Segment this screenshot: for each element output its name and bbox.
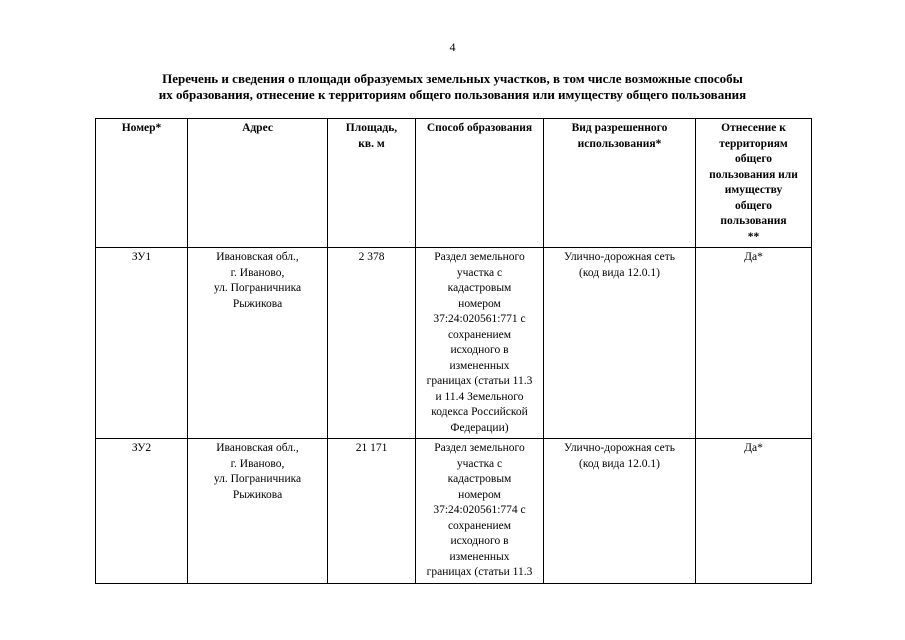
method-line: кадастровым bbox=[447, 282, 512, 294]
header-common-line: пользования или bbox=[709, 168, 798, 181]
header-area-line: Площадь, bbox=[345, 122, 398, 134]
cell-method bbox=[416, 248, 544, 439]
table-row bbox=[96, 439, 812, 584]
cell-use bbox=[544, 439, 696, 584]
method-line: 37:24:020561:771 с bbox=[433, 313, 526, 325]
header-use-line: использования* bbox=[577, 137, 662, 150]
address-line: г. Иваново, bbox=[230, 266, 285, 279]
method-line: измененных bbox=[449, 359, 510, 372]
header-method: Способ образования bbox=[416, 119, 544, 248]
method-line: и 11.4 Земельного bbox=[435, 390, 524, 403]
method-line: сохранением bbox=[447, 519, 512, 532]
header-number: Номер* bbox=[96, 119, 188, 248]
method-line: номером bbox=[458, 297, 501, 310]
method-line: Раздел земельного bbox=[434, 442, 525, 454]
header-area bbox=[328, 119, 416, 248]
method-line: участка с bbox=[456, 457, 503, 470]
address-line: Рыжикова bbox=[232, 488, 283, 501]
address-line: Рыжикова bbox=[232, 297, 283, 310]
address-line: ул. Пограничника bbox=[213, 473, 302, 485]
header-common-line: общего bbox=[735, 199, 772, 212]
use-line: Улично-дорожная сеть bbox=[563, 442, 676, 454]
cell-common-use: Да* bbox=[696, 248, 812, 439]
method-line: номером bbox=[458, 488, 501, 501]
header-common-line: общего bbox=[735, 153, 772, 165]
header-use-line: Вид разрешенного bbox=[571, 122, 668, 134]
address-line: ул. Пограничника bbox=[213, 282, 302, 294]
method-line: Федерации) bbox=[450, 421, 509, 434]
cell-number: ЗУ2 bbox=[96, 439, 188, 584]
method-line: 37:24:020561:774 с bbox=[433, 504, 526, 516]
method-line: исходного в bbox=[450, 344, 509, 356]
page-number: 4 bbox=[449, 40, 456, 54]
method-line: участка с bbox=[456, 266, 503, 279]
method-line: кадастровым bbox=[447, 473, 512, 485]
address-line: г. Иваново, bbox=[230, 457, 285, 470]
document-title bbox=[60, 71, 845, 103]
cell-method bbox=[416, 439, 544, 584]
header-use bbox=[544, 119, 696, 248]
cell-use bbox=[544, 248, 696, 439]
method-line: кодекса Российской bbox=[431, 406, 528, 418]
title-line-2: их образования, отнесение к территориям общего пользования или имуществу общего пользования bbox=[158, 87, 747, 102]
header-area-line: кв. м bbox=[358, 137, 385, 150]
cell-common-use: Да* bbox=[696, 439, 812, 584]
method-line: границах (статьи 11.3 bbox=[426, 566, 533, 578]
method-line: границах (статьи 11.3 bbox=[426, 375, 533, 387]
use-line: (код вида 12.0.1) bbox=[579, 457, 660, 470]
title-line-1: Перечень и сведения о площади образуемых земельных участков, в том числе возможные способы bbox=[162, 71, 743, 86]
method-line: измененных bbox=[449, 550, 510, 563]
use-line: Улично-дорожная сеть bbox=[563, 251, 676, 263]
header-common-line: ** bbox=[747, 230, 760, 243]
table-row bbox=[96, 248, 812, 439]
cell-area: 21 171 bbox=[328, 439, 416, 584]
method-line: сохранением bbox=[447, 328, 512, 341]
land-plots-table bbox=[95, 118, 812, 584]
address-line: Ивановская обл., bbox=[216, 442, 299, 454]
cell-area: 2 378 bbox=[328, 248, 416, 439]
cell-number: ЗУ1 bbox=[96, 248, 188, 439]
method-line: Раздел земельного bbox=[434, 251, 525, 263]
header-common-line: имуществу bbox=[724, 184, 783, 196]
header-common-use bbox=[696, 119, 812, 248]
header-address: Адрес bbox=[188, 119, 328, 248]
cell-address bbox=[188, 248, 328, 439]
header-common-line: Отнесение к bbox=[721, 122, 786, 134]
use-line: (код вида 12.0.1) bbox=[579, 266, 660, 279]
header-common-line: пользования bbox=[720, 215, 787, 227]
table-header-row bbox=[96, 119, 812, 248]
cell-address bbox=[188, 439, 328, 584]
address-line: Ивановская обл., bbox=[216, 251, 299, 263]
header-common-line: территориям bbox=[719, 137, 788, 150]
method-line: исходного в bbox=[450, 535, 509, 547]
